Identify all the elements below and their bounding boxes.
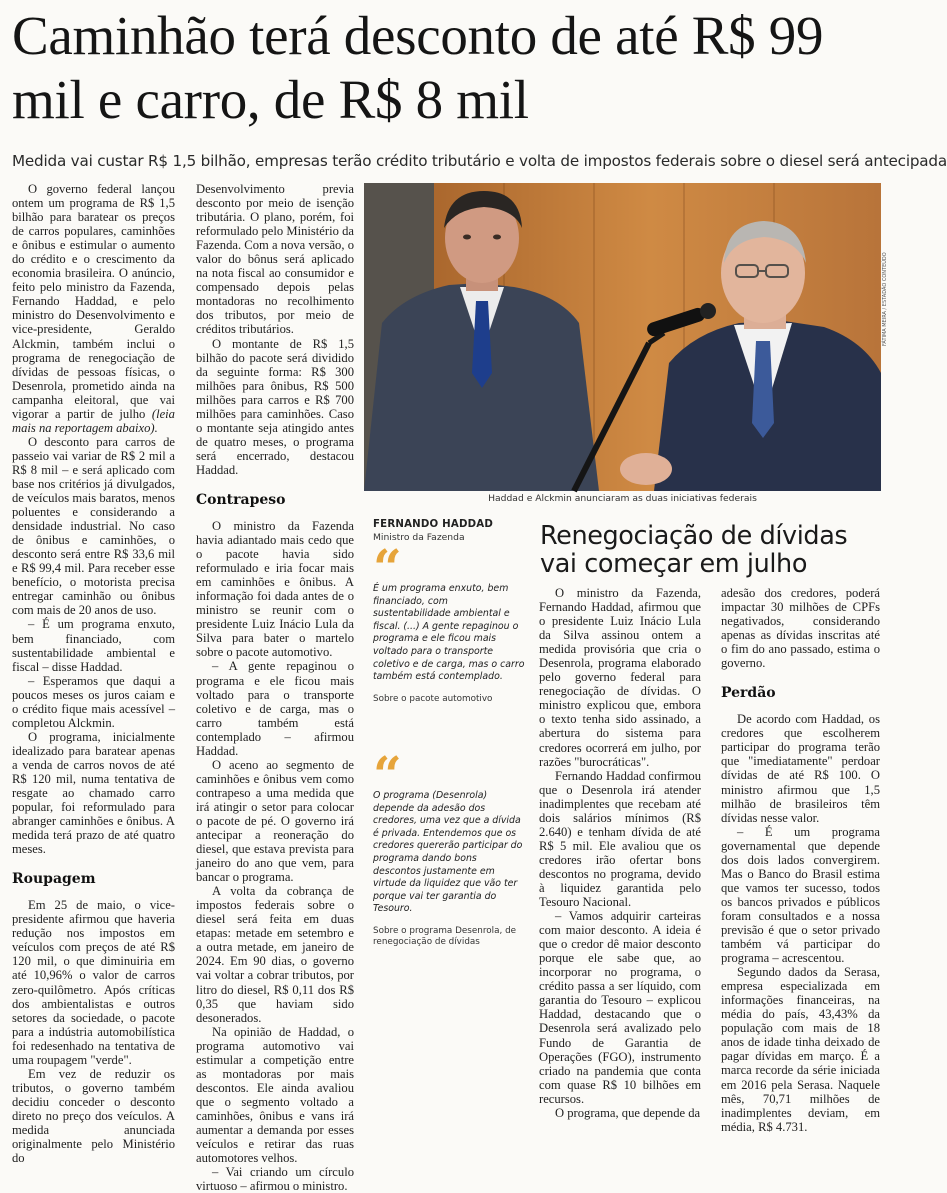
paragraph: – Vamos adquirir carteiras com maior desconto. A ideia é que o credor dê maior desconto porque ele sabe que, ao incorporar no programa, o crédito passa a ser líquido, com garantia do Tesouro – explicou Haddad, destacando que o Desenrola será avalizado pelo Fundo de Garantia de Operações (FGO), instrumento criado na pandemia que conta com quase R$ 10 bilhões em recursos. xyxy=(539,909,701,1106)
article-column-4 xyxy=(721,586,880,1134)
quote-box-2 xyxy=(373,745,525,970)
headline: Caminhão terá desconto de até R$ 99 mil e carro, de R$ 8 mil xyxy=(12,5,824,130)
subheadline: Medida vai custar R$ 1,5 bilhão, empresas terão crédito tributário e volta de impostos federais sobre o diesel será antecipada xyxy=(12,152,947,170)
quote-author-name: FERNANDO HADDAD xyxy=(373,519,494,530)
article-column-2 xyxy=(196,182,354,1193)
photo-credit: FÁTIMA MEIRA / ESTADÃO CONTEÚDO xyxy=(882,252,888,346)
paragraph: O programa, inicialmente idealizado para baratear apenas a venda de carros novos de até R$ 120 mil, numa tentativa de resgate ao chamado carro popular, foi reformulado para abranger caminhões e ônibus. A medida terá prazo de até quatro meses. xyxy=(12,729,175,857)
paragraph: – Esperamos que daqui a poucos meses os juros caiam e o crédito fique mais acessível – completou Alckmin. xyxy=(12,673,175,730)
article-column-1 xyxy=(12,182,175,1166)
paragraph: A volta da cobrança de impostos federais sobre o diesel será feita em duas etapas: metade em setembro e a outra metade, em janeiro de 2024. Em 90 dias, o governo vai voltar a cobrar tributos, por litro do diesel, R$ 0,11 dos R$ 0,35 que haviam sido desonerados. xyxy=(196,884,354,1025)
paragraph-note: (leia mais na reportagem abaixo). xyxy=(12,406,175,435)
quote-author-role: Ministro da Fazenda xyxy=(373,532,465,543)
quote-mark-icon: “ xyxy=(373,538,396,597)
paragraph: De acordo com Haddad, os credores que escolherem participar do programa terão que "imediatamente" perdoar dívidas de até R$ 100. O ministro afirmou que 1,5 milhão de brasileiros têm dívidas nesse valor. xyxy=(721,712,880,825)
article-column-3 xyxy=(539,586,701,1120)
news-photo xyxy=(364,183,881,491)
paragraph: Fernando Haddad confirmou que o Desenrola irá atender inadimplentes que recebam até dois salários mínimos (R$ 2.640) e tenham dívida de até R$ 5 mil. Ele avaliou que os credores irão ofertar bons descontos no programa, devido à liquidez garantida pelo Tesouro Nacional. xyxy=(539,768,701,910)
paragraph: adesão dos credores, poderá impactar 30 milhões de CPFs negativados, considerando apenas as dívidas inscritas até o fim do ano passado, estima o governo. xyxy=(721,586,880,671)
quote-text: É um programa enxuto, bem financiado, com sustentabilidade ambiental e fiscal. (...) A gente repaginou o programa e ele ficou mais voltado para o transporte coletivo e de carga, mas o carro também está contemplado. xyxy=(373,583,525,683)
paragraph: Em vez de reduzir os tributos, o governo também decidiu conceder o desconto direto no preço dos veículos. A medida anunciada originalmente pelo Ministério do xyxy=(12,1066,175,1166)
quote-source: Sobre o pacote automotivo xyxy=(373,693,493,704)
paragraph: O ministro da Fazenda, Fernando Haddad, afirmou que o presidente Luiz Inácio Lula da Silva assinou ontem a medida provisória que cria o Desenrola, programa elaborado pelo governo federal para renegociação de dívidas. O ministro explicou que, embora o texto tenha sido assinado, a abertura do sistema para credores ocorrerá em julho, por razões "burocráticas". xyxy=(539,586,701,769)
paragraph: O montante de R$ 1,5 bilhão do pacote será dividido da seguinte forma: R$ 300 milhões para ônibus, R$ 500 milhões para carros e R$ 700 milhões para caminhões. Caso o montante seja atingido antes de quatro meses, o programa será encerrado, destacou Haddad. xyxy=(196,336,354,477)
paragraph: – A gente repaginou o programa e ele ficou mais voltado para o transporte coletivo e de carga, mas o carro também está contemplado – afirmou Haddad. xyxy=(196,659,354,758)
paragraph: O ministro da Fazenda havia adiantado mais cedo que o pacote havia sido reformulado e iria focar mais em caminhões e ônibus. A informação foi dada antes de o ministro se reunir com o presidente Luiz Inácio Lula da Silva para bater o martelo sobre o pacote automotivo. xyxy=(196,518,354,660)
paragraph: – É um programa enxuto, bem financiado, com sustentabilidade ambiental e fiscal – disse Haddad. xyxy=(12,617,175,674)
quote-text: O programa (Desenrola) depende da adesão dos credores, uma vez que a dívida é privada. Entendemos que os credores quererão participar do programa dando bons descontos justamente em virtude da liquidez que vão ter porque vai ter garantia do Tesouro. xyxy=(373,790,523,915)
paragraph: O desconto para carros de passeio vai variar de R$ 2 mil a R$ 8 mil – e será aplicado com base nos critérios já divulgados, de veículos mais baratos, menos poluentes e considerando a densidade industrial. No caso de ônibus e caminhões, o desconto será entre R$ 33,6 mil e R$ 99,4 mil. Para receber esse benefício, o motorista precisa entregar caminhão ou ônibus com mais de 20 anos de uso. xyxy=(12,434,175,618)
quote-box-1 xyxy=(373,519,525,764)
photo-illustration xyxy=(364,183,881,491)
secondary-headline: Renegociação de dívidas vai começar em julho xyxy=(540,521,848,579)
paragraph: O programa, que depende da xyxy=(555,1105,701,1120)
section-subhead: Perdão xyxy=(721,685,776,702)
paragraph: Desenvolvimento previa desconto por meio de isenção tributária. O plano, porém, foi reformulado pelo Ministério da Fazenda. Com a nova versão, o valor do bônus será aplicado na nota fiscal ao consumidor e compensado depois pelas montadoras no recolhimento dos tributos, por meio de créditos tributários. xyxy=(196,182,354,337)
photo-caption: Haddad e Alckmin anunciaram as duas iniciativas federais xyxy=(488,493,757,504)
paragraph xyxy=(12,182,175,435)
paragraph: Segundo dados da Serasa, empresa especializada em informações financeiras, na média do país, 43,43% da população com mais de 18 anos de idade tinha deixado de pagar dívidas em março. É a marca recorde da série iniciada em 2016 pela Serasa. Naquele mês, 70,71 milhões de inadimplentes deviam, em média, R$ 4.731. xyxy=(721,965,880,1134)
paragraph: Em 25 de maio, o vice-presidente afirmou que haveria redução nos impostos em veículos com preços de até R$ 120 mil, o que diminuiria em até 10,96% o valor de carros zero-quilômetro. Após críticas dos ambientalistas e outros setores da sociedade, o pacote para a indústria automobilística foi redesenhado na tentativa de uma roupagem "verde". xyxy=(12,898,175,1067)
paragraph: – É um programa governamental que depende dos dois lados convergirem. Mas o Banco do Brasil estima que vamos ter sucesso, todos os bancos privados e públicos foram consultados e a nossa previsão é que o setor privado também vá participar do programa – acrescentou. xyxy=(721,824,880,966)
paragraph: O aceno ao segmento de caminhões e ônibus vem como contrapeso a uma medida que irá atingir o setor para colocar o pacote de pé. O governo irá antecipar a reoneração do diesel, que estava prevista para janeiro do ano que vem, para bancar o programa. xyxy=(196,757,354,885)
quote-mark-icon: “ xyxy=(373,745,396,804)
section-subhead: Roupagem xyxy=(12,871,96,888)
paragraph-text: O governo federal lançou ontem um programa de R$ 1,5 bilhão para baratear os preços de carros populares, caminhões e ônibus e estimular o aumento do crédito e o crescimento da economia brasileira. O anúncio, feito pelo ministro da Fazenda, Fernando Haddad, e pelo ministro do Desenvolvimento e vice-presidente, Geraldo Alckmin, também inclui o programa de renegociação de dívidas de pessoas físicas, o Desenrola, prometido ainda na campanha eleitoral, que vai vigorar a partir de julho xyxy=(12,182,175,421)
section-subhead: Contrapeso xyxy=(196,491,286,508)
paragraph: Na opinião de Haddad, o programa automotivo vai estimular a competição entre as montadoras por mais descontos. Ele ainda avaliou que o segmento voltado a caminhões, ônibus e vans irá aumentar a demanda por esses veículos e retirar das ruas automotores velhos. xyxy=(196,1024,354,1166)
paragraph: – Vai criando um círculo virtuoso – afirmou o ministro. xyxy=(196,1165,354,1193)
quote-source: Sobre o programa Desenrola, de renegociação de dívidas xyxy=(373,925,517,948)
